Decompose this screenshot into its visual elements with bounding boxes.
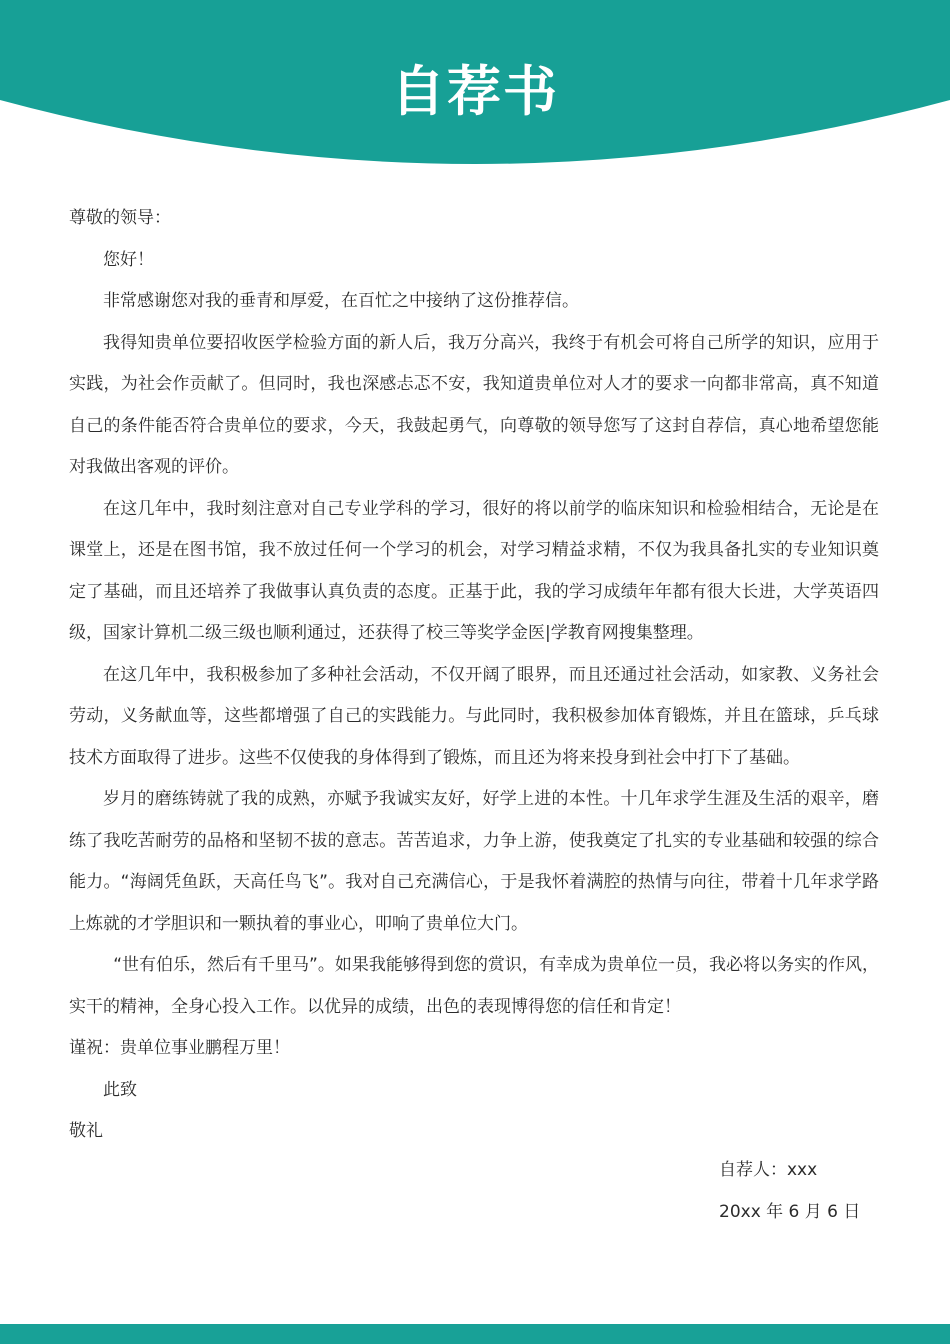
page-title: 自荐书 — [391, 60, 559, 123]
paragraph-2: 我得知贵单位要招收医学检验方面的新人后，我万分高兴，我终于有机会可将自己所学的知识，应用于实践，为社会作贡献了。但同时，我也深感忐忑不安，我知道贵单位对人才的要求一向都非常高，真不知道自己的条件能否符合贵单位的要求，今天，我鼓起勇气，向尊敬的领导您写了这封自荐信，真心地希望您能对我做出客观的评价。 — [69, 332, 879, 477]
paragraph-1: 非常感谢您对我的垂青和厚爱，在百忙之中接纳了这份推荐信。 — [103, 291, 579, 311]
greeting: 您好！ — [103, 249, 154, 270]
signature-block — [719, 1150, 860, 1233]
paragraph-5: 岁月的磨练铸就了我的成熟，亦赋予我诚实友好，好学上进的本性。十几年求学生涯及生活的艰辛，磨练了我吃苦耐劳的品格和坚韧不拔的意志。苦苦追求，力争上游，使我奠定了扎实的专业基础和较强的综合能力。“海阔凭鱼跃，天高任鸟飞”。我对自己充满信心，于是我怀着满腔的热情与向往，带着十几年求学路上炼就的才学胆识和一颗执着的事业心，叩响了贵单位大门。 — [69, 789, 879, 934]
footer-bar — [0, 1324, 950, 1344]
jingli-line: 敬礼 — [69, 1121, 103, 1141]
cizhi-line: 此致 — [103, 1079, 137, 1100]
letter-body — [69, 198, 879, 1153]
salutation: 尊敬的领导： — [69, 208, 171, 228]
closing-paragraph: “世有伯乐，然后有千里马”。如果我能够得到您的赏识，有幸成为贵单位一员，我必将以务实的作风，实干的精神，全身心投入工作。以优异的成绩，出色的表现博得您的信任和肯定！ — [69, 955, 879, 1017]
date: 20xx 年 6 月 6 日 — [719, 1201, 861, 1222]
wish-line: 谨祝：贵单位事业鹏程万里！ — [69, 1038, 290, 1058]
signer: 自荐人：xxx — [719, 1160, 818, 1180]
paragraph-4: 在这几年中，我积极参加了多种社会活动，不仅开阔了眼界，而且还通过社会活动，如家教、义务社会劳动，义务献血等，这些都增强了自己的实践能力。与此同时，我积极参加体育锻炼，并且在篮球，乒乓球技术方面取得了进步。这些不仅使我的身体得到了锻炼，而且还为将来投身到社会中打下了基础。 — [69, 664, 879, 768]
paragraph-3: 在这几年中，我时刻注意对自己专业学科的学习，很好的将以前学的临床知识和检验相结合，无论是在课堂上，还是在图书馆，我不放过任何一个学习的机会，对学习精益求精，不仅为我具备扎实的专业知识奠定了基础，而且还培养了我做事认真负责的态度。正基于此，我的学习成绩年年都有很大长进，大学英语四级，国家计算机二级三级也顺利通过，还获得了校三等奖学金医|学教育网搜集整理。 — [69, 498, 879, 643]
